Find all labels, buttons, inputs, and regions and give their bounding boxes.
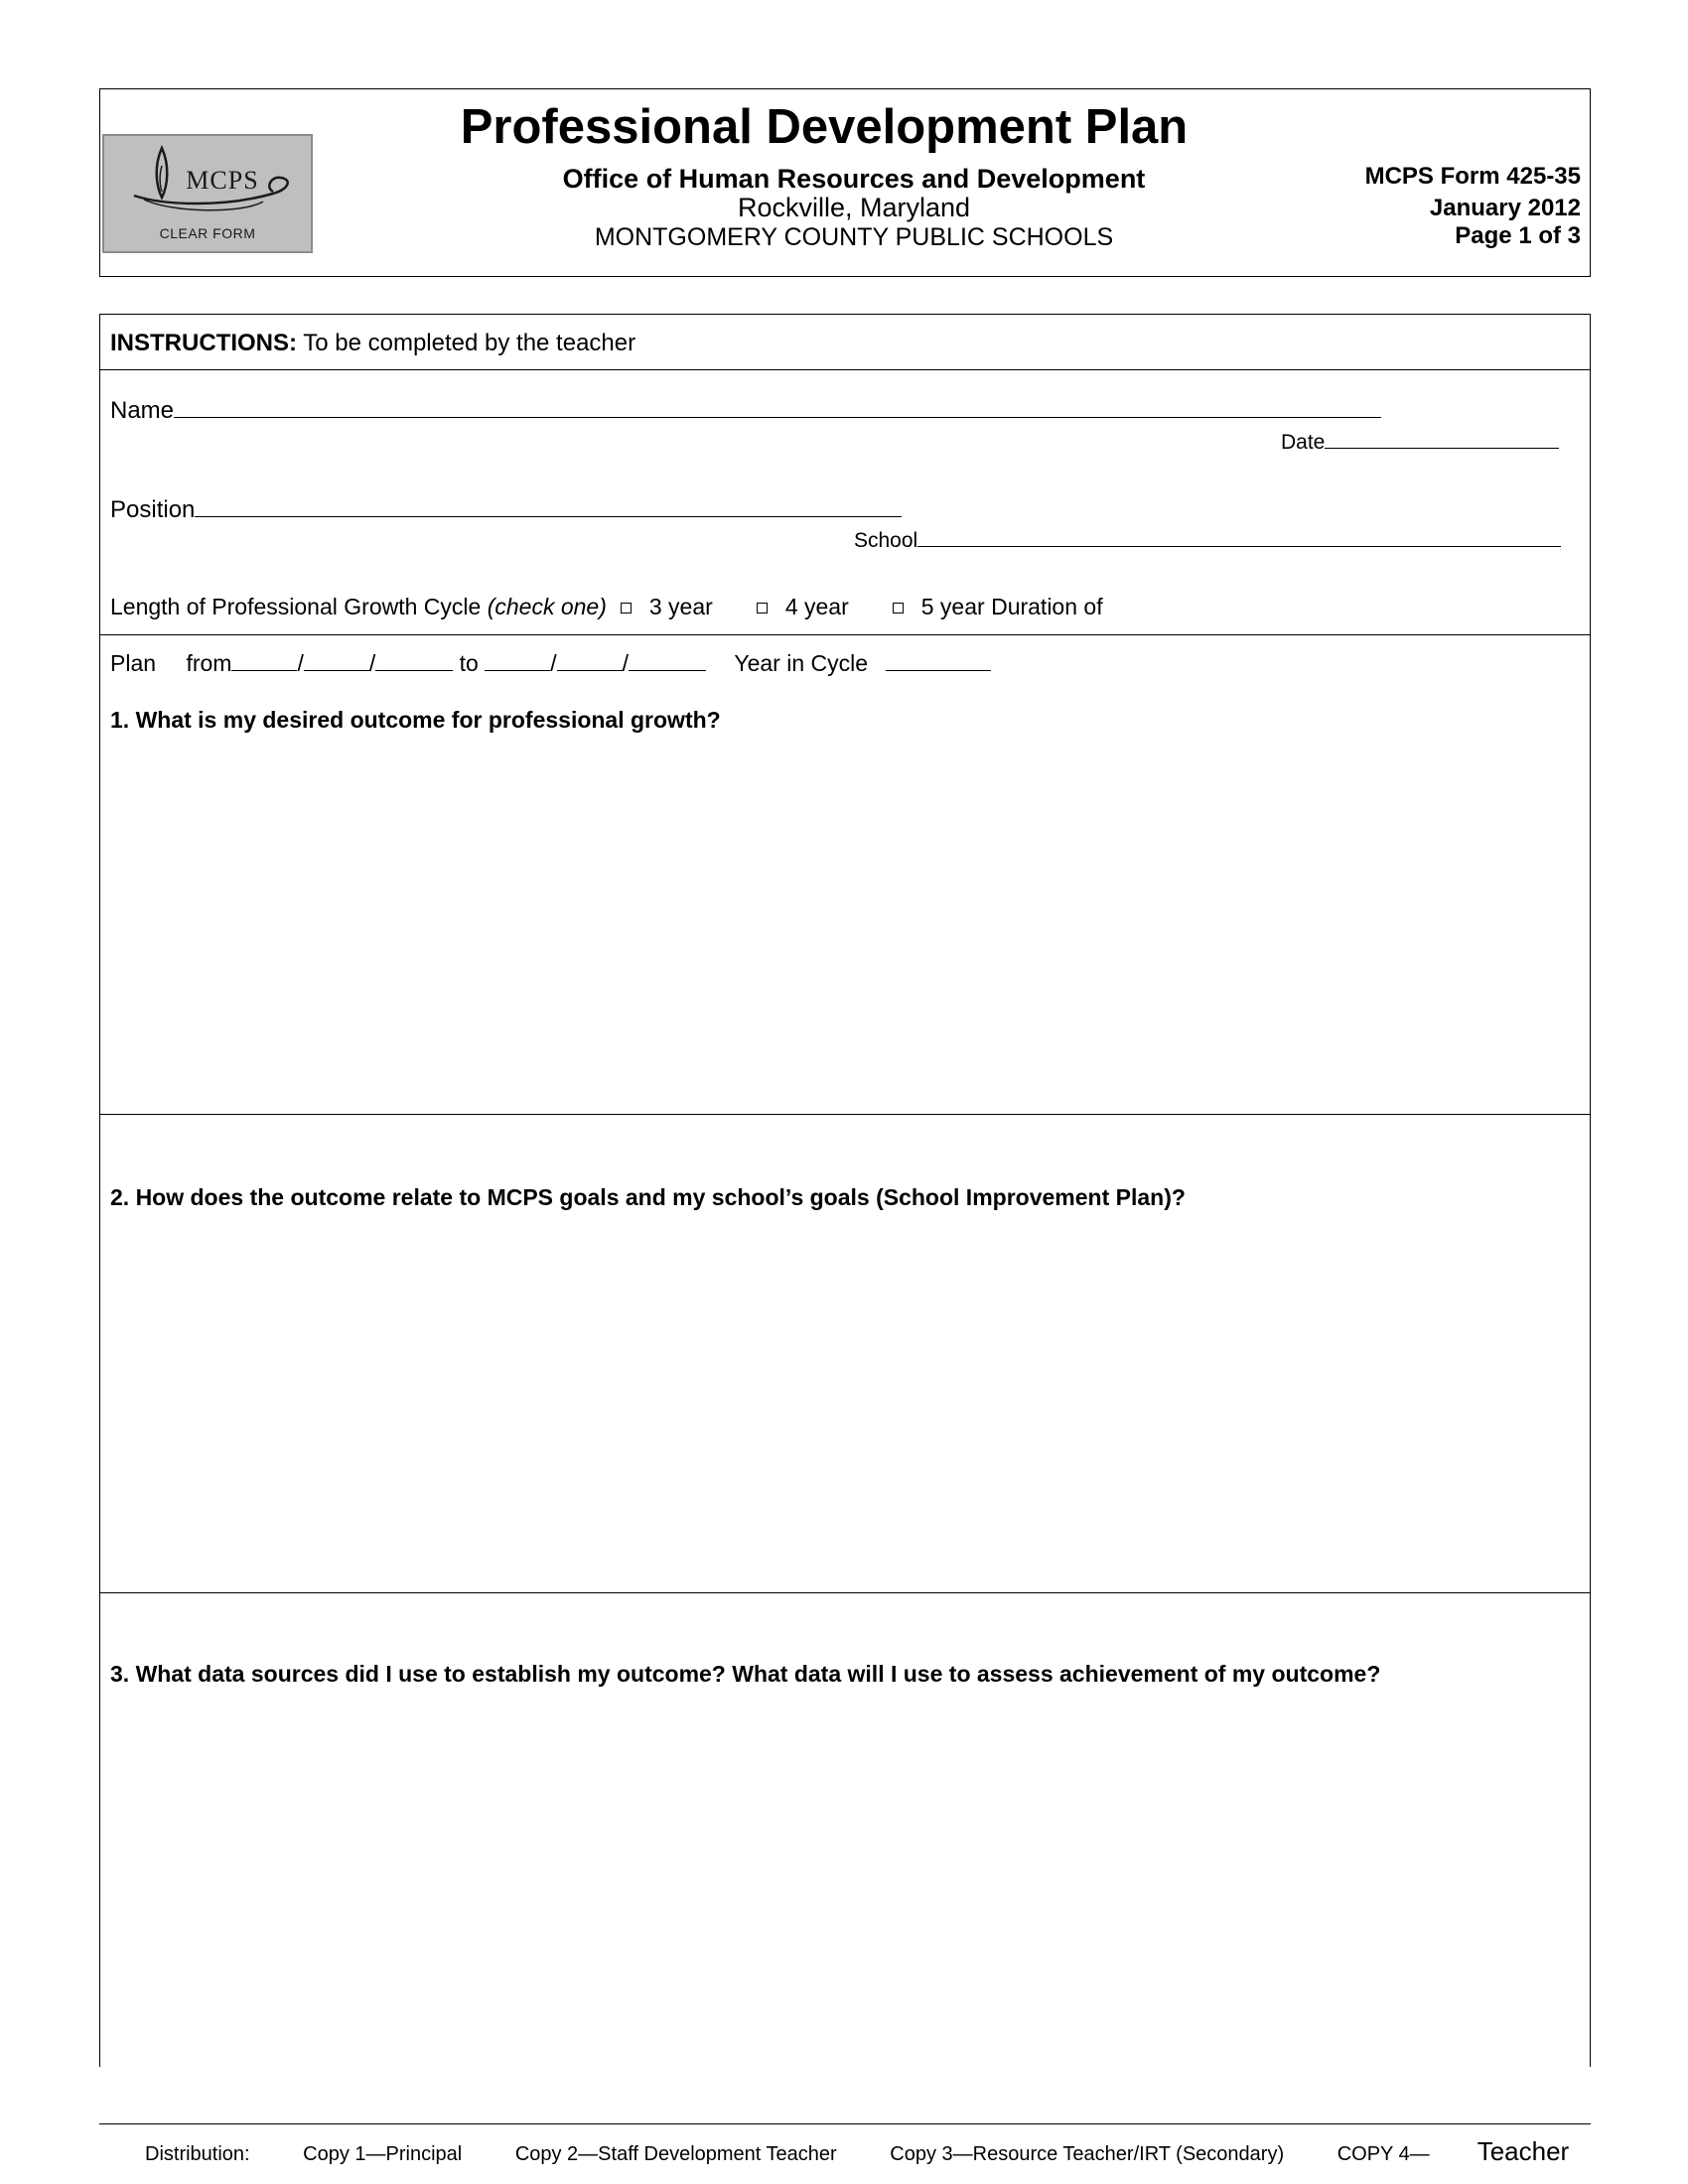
question-3: 3. What data sources did I use to establish my outcome? What data will I use to assess achievement of my outcome?	[110, 1661, 1381, 1687]
form-number: MCPS Form 425-35	[1364, 163, 1581, 190]
question-2-answer[interactable]	[103, 1221, 1591, 1590]
question-2: 2. How does the outcome relate to MCPS goals and my school’s goals (School Improvement Plan)?	[110, 1184, 1186, 1210]
distribution-copy-4-role: Teacher	[1477, 2136, 1570, 2166]
instructions	[110, 330, 635, 357]
form-title: Professional Development Plan	[460, 100, 1189, 154]
name-input[interactable]	[179, 393, 1374, 423]
question-3-answer[interactable]	[103, 1698, 1591, 2065]
instructions-label: INSTRUCTIONS:	[110, 330, 297, 356]
from-label: from	[186, 650, 232, 676]
plan-label: Plan	[110, 650, 157, 676]
distribution-copy-2: Copy 2—Staff Development Teacher	[514, 2143, 837, 2165]
distribution-footer	[145, 2136, 1617, 2167]
date-input[interactable]	[1331, 427, 1563, 455]
school-label: School	[854, 529, 918, 552]
logo-brand-text: MCPS	[186, 166, 259, 195]
clear-form-label: CLEAR FORM	[159, 225, 256, 241]
divider	[99, 634, 1591, 635]
plan-dates-row: Plan from / / to / / Year in Cycle	[110, 650, 991, 677]
divider	[99, 369, 1591, 370]
office-city: Rockville, Maryland	[737, 193, 971, 222]
to-month-line[interactable]	[485, 650, 550, 671]
divider	[99, 1592, 1591, 1593]
year-in-cycle-label: Year in Cycle	[734, 650, 869, 676]
from-day-line[interactable]	[304, 650, 369, 671]
instructions-text: To be completed by the teacher	[303, 330, 636, 356]
date-label: Date	[1281, 431, 1326, 454]
page-number: Page 1 of 3	[1455, 222, 1581, 249]
question-1: 1. What is my desired outcome for professional growth?	[110, 707, 721, 733]
year-in-cycle-line[interactable]	[886, 650, 991, 671]
cycle-5-year-checkbox[interactable]	[893, 603, 904, 614]
clear-form-button[interactable]	[102, 134, 313, 253]
footer-rule	[99, 2123, 1591, 2124]
school-input[interactable]	[923, 525, 1563, 553]
cycle-option-4-year: 4 year	[784, 594, 849, 619]
distribution-copy-4-prefix: COPY 4—	[1336, 2143, 1430, 2165]
from-year-line[interactable]	[375, 650, 453, 671]
cycle-3-year-checkbox[interactable]	[621, 603, 632, 614]
growth-cycle-row	[110, 594, 1103, 620]
position-label: Position	[110, 496, 196, 523]
name-label: Name	[110, 397, 175, 424]
cycle-hint: (check one)	[487, 594, 607, 619]
to-year-line[interactable]	[629, 650, 706, 671]
distribution-copy-1: Copy 1—Principal	[303, 2143, 463, 2165]
office-name: Office of Human Resources and Development	[562, 164, 1146, 194]
question-1-answer[interactable]	[103, 743, 1591, 1112]
cycle-option-3-year: 3 year	[648, 594, 713, 619]
from-month-line[interactable]	[231, 650, 297, 671]
distribution-label: Distribution:	[145, 2143, 250, 2165]
cycle-4-year-checkbox[interactable]	[757, 603, 768, 614]
to-label: to	[459, 650, 479, 676]
divider	[99, 1114, 1591, 1115]
form-date: January 2012	[1429, 195, 1581, 221]
to-day-line[interactable]	[557, 650, 623, 671]
position-input[interactable]	[204, 492, 903, 522]
cycle-label: Length of Professional Growth Cycle	[110, 594, 482, 619]
duration-label: Duration of	[991, 594, 1103, 619]
district-name: MONTGOMERY COUNTY PUBLIC SCHOOLS	[594, 223, 1114, 251]
cycle-option-5-year: 5 year	[920, 594, 985, 619]
distribution-copy-4	[1336, 2136, 1618, 2166]
distribution-copy-3: Copy 3—Resource Teacher/IRT (Secondary)	[890, 2143, 1285, 2165]
